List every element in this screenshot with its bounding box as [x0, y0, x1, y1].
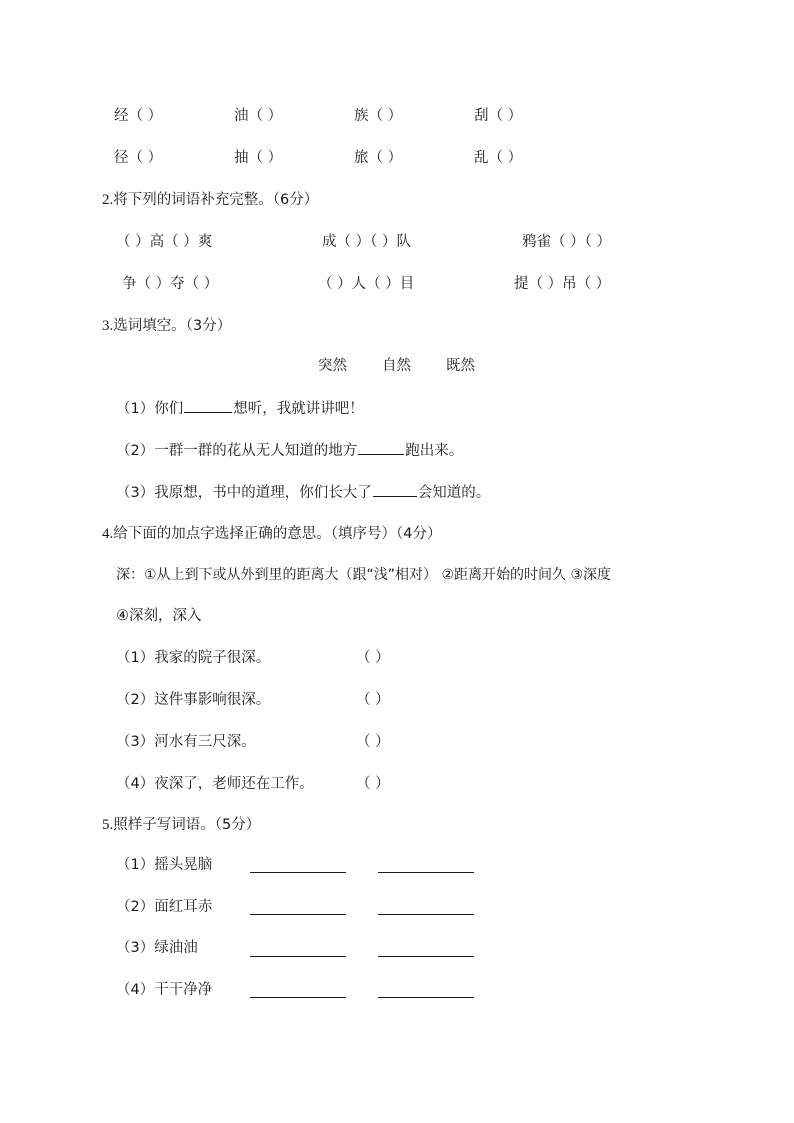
- definition-line: ④深刻，深入: [116, 608, 202, 624]
- char-blank: 旅（ ）: [354, 150, 403, 166]
- section-title: 将下列的词语补充完整。（6分）: [113, 192, 319, 208]
- section4-heading: [102, 524, 441, 544]
- meaning-item: （1）我家的院子很深。: [116, 650, 271, 666]
- idiom-blank: 鸦雀（ ）（ ）: [522, 234, 611, 250]
- char-blank: 径（ ）: [114, 150, 163, 166]
- section-number: 5.: [102, 817, 114, 833]
- item-text: 想听，我就讲讲吧！: [233, 401, 364, 417]
- char-blank: 族（ ）: [354, 108, 403, 124]
- section-title: 选词填空。（3分）: [113, 318, 232, 334]
- section-title: 给下面的加点字选择正确的意思。（填序号）（4分）: [113, 526, 442, 542]
- answer-paren: （ ）: [356, 776, 390, 792]
- section3-heading: [102, 316, 231, 336]
- answer-line: [378, 914, 474, 915]
- char-blank: 抽（ ）: [234, 150, 283, 166]
- answer-paren: （ ）: [356, 734, 390, 750]
- word-option: 既然: [446, 358, 475, 374]
- char-blank: 乱（ ）: [474, 150, 523, 166]
- meaning-item: （4）夜深了，老师还在工作。: [116, 776, 314, 792]
- answer-line: [250, 997, 346, 998]
- idiom-blank: 争（ ）夺（ ）: [122, 276, 219, 292]
- section2-heading: [102, 190, 318, 210]
- char-blank: 油（ ）: [234, 108, 283, 124]
- char-blank: 经（ ）: [114, 108, 163, 124]
- meaning-item: （2）这件事影响很深。: [116, 692, 271, 708]
- answer-line: [378, 997, 474, 998]
- idiom-blank: 提（ ）吊（ ）: [514, 276, 611, 292]
- answer-blank: [373, 482, 417, 497]
- item-text: 跑出来。: [405, 443, 464, 459]
- answer-line: [250, 914, 346, 915]
- section-number: 4.: [102, 526, 114, 542]
- fill-item: [116, 482, 490, 503]
- example-word: （3）绿油油: [116, 940, 198, 956]
- definition-line: 深：①从上到下或从外到里的距离大（跟“浅”相对） ②距离开始的时间久 ③深度: [116, 567, 612, 583]
- example-word: （4）干干净净: [116, 982, 213, 998]
- answer-line: [378, 872, 474, 873]
- idiom-blank: 成（ ）（ ）队: [322, 234, 411, 250]
- answer-paren: （ ）: [356, 650, 390, 666]
- answer-blank: [184, 398, 232, 413]
- word-option: 突然: [318, 358, 347, 374]
- item-text: （2）一群一群的花从无人知道的地方: [116, 443, 358, 459]
- idiom-blank: （ ）高（ ）爽: [116, 234, 213, 250]
- example-word: （1）摇头晃脑: [116, 857, 213, 873]
- item-text: （3）我原想，书中的道理，你们长大了: [116, 485, 372, 501]
- answer-paren: （ ）: [356, 692, 390, 708]
- char-blank: 刮（ ）: [474, 108, 523, 124]
- fill-item: [116, 440, 463, 461]
- word-option: 自然: [382, 358, 411, 374]
- section5-heading: [102, 815, 260, 835]
- example-word: （2）面红耳赤: [116, 899, 213, 915]
- answer-line: [250, 872, 346, 873]
- section-title: 照样子写词语。（5分）: [113, 817, 261, 833]
- item-text: 会知道的。: [417, 485, 491, 501]
- section-number: 2.: [102, 192, 114, 208]
- answer-line: [250, 956, 346, 957]
- answer-line: [378, 956, 474, 957]
- idiom-blank: （ ）人（ ）目: [318, 276, 415, 292]
- fill-item: [116, 398, 364, 419]
- answer-blank: [358, 440, 404, 455]
- section-number: 3.: [102, 318, 114, 334]
- meaning-item: （3）河水有三尺深。: [116, 734, 256, 750]
- item-text: （1）你们: [116, 401, 184, 417]
